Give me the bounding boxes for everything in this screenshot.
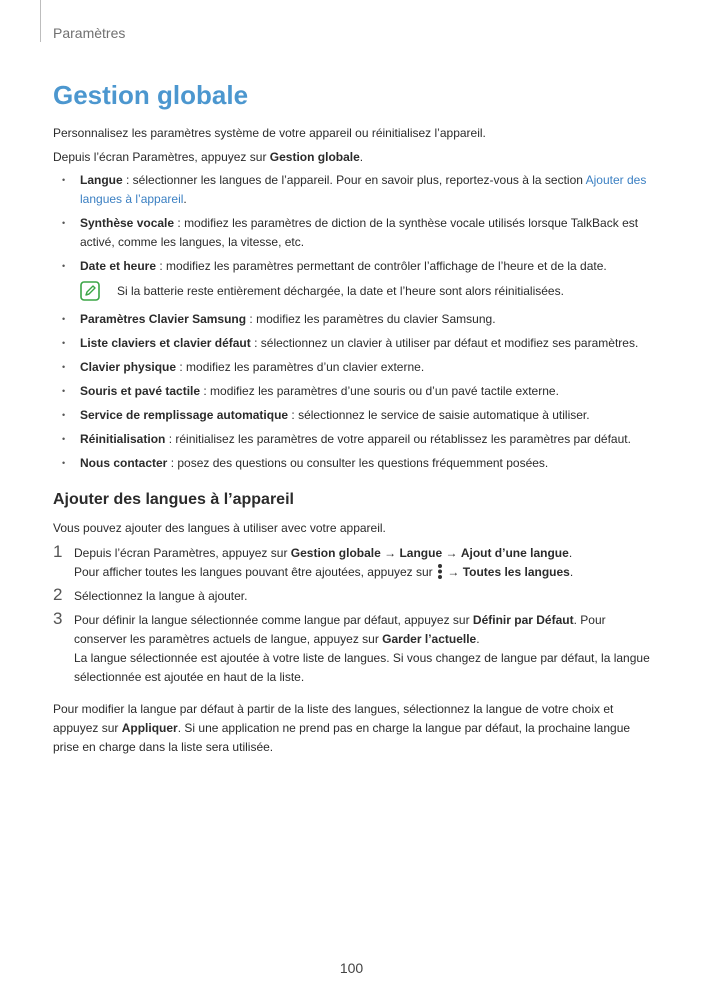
- step-extra: La langue sélectionnée est ajoutée à votre liste de langues. Si vous changez de langue par défaut, la langue sélectionnée est ajoutée en haut de la liste.: [74, 651, 650, 684]
- steps-list: [53, 544, 653, 687]
- step-item: [53, 544, 653, 582]
- step-text: →: [380, 546, 400, 560]
- note-pencil-icon: [80, 281, 100, 301]
- path-bold: Gestion globale: [269, 150, 360, 164]
- item-text: : réinitialisez les paramètres de votre appareil ou rétablissez les paramètres par défaut.: [165, 432, 631, 446]
- item-term: Nous contacter: [80, 456, 168, 470]
- step-item: [53, 587, 653, 606]
- step-bold: Langue: [399, 546, 443, 560]
- path-prefix: Depuis l’écran Paramètres, appuyez sur: [53, 150, 270, 164]
- item-text: : sélectionner les langues de l’appareil. Pour en savoir plus, reportez-vous à la section: [122, 173, 586, 187]
- step-bold: Garder l’actuelle: [382, 632, 477, 646]
- header-section-label: Paramètres: [53, 25, 126, 41]
- list-item: [53, 358, 653, 377]
- step-bold: Toutes les langues: [462, 565, 570, 579]
- intro-paragraph: Personnalisez les paramètres système de votre appareil ou réinitialisez l’appareil.: [53, 126, 486, 140]
- step-bold: Gestion globale: [290, 546, 381, 560]
- page-content: [53, 124, 653, 757]
- list-item: [53, 454, 653, 473]
- step-item: [53, 611, 653, 687]
- section-link[interactable]: Ajouter des langues à l’appareil: [80, 173, 647, 206]
- step-line: [74, 544, 653, 563]
- note-text: Si la batterie reste entièrement déchargée, la date et l’heure sont alors réinitialisées.: [117, 283, 564, 298]
- path-paragraph: [53, 148, 653, 167]
- step-text: Sélectionnez la langue à ajouter.: [74, 589, 248, 603]
- list-item: [53, 310, 653, 329]
- list-item: [53, 430, 653, 449]
- step-number: 3: [53, 609, 63, 628]
- step-text: →: [442, 546, 461, 560]
- list-item: [53, 382, 653, 401]
- step-bold: Ajout d’une langue: [460, 546, 569, 560]
- note-row: [80, 281, 653, 301]
- step-text: Pour définir la langue sélectionnée comme langue par défaut, appuyez sur: [74, 613, 473, 627]
- item-text: : sélectionnez le service de saisie automatique à utiliser.: [288, 408, 590, 422]
- list-item: [53, 334, 653, 353]
- step-number: 2: [53, 585, 63, 604]
- item-term: Langue: [80, 173, 123, 187]
- item-text: : modifiez les paramètres d’un clavier externe.: [176, 360, 425, 374]
- closing-bold: Appliquer: [121, 721, 178, 735]
- item-text: : modifiez les paramètres du clavier Samsung.: [246, 312, 496, 326]
- step-text: →: [444, 565, 463, 579]
- more-options-icon: [436, 563, 444, 580]
- section-intro: Vous pouvez ajouter des langues à utiliser avec votre appareil.: [53, 521, 386, 535]
- step-number: 1: [53, 542, 63, 561]
- list-item: [53, 214, 653, 252]
- item-term: Service de remplissage automatique: [80, 408, 289, 422]
- item-term: Date et heure: [80, 259, 157, 273]
- step-text: .: [476, 632, 480, 646]
- item-text: : sélectionnez un clavier à utiliser par défaut et modifiez ses paramètres.: [250, 336, 639, 350]
- page-title: Gestion globale: [53, 80, 249, 110]
- item-text-after: .: [183, 192, 187, 206]
- note-item: [53, 281, 653, 301]
- item-term: Liste claviers et clavier défaut: [80, 336, 251, 350]
- header-rule: [40, 0, 41, 42]
- step-bold: Définir par Défaut: [472, 613, 574, 627]
- list-item: [53, 406, 653, 425]
- step-text: Depuis l’écran Paramètres, appuyez sur: [74, 546, 291, 560]
- settings-list: [53, 171, 653, 473]
- item-term: Clavier physique: [80, 360, 177, 374]
- list-item: [53, 257, 653, 276]
- step-line: [74, 563, 653, 582]
- step-text: .: [568, 546, 573, 560]
- item-term: Synthèse vocale: [80, 216, 175, 230]
- path-suffix: .: [359, 150, 364, 164]
- item-term: Souris et pavé tactile: [80, 384, 201, 398]
- step-line: [74, 611, 653, 649]
- section-title: Ajouter des langues à l’appareil: [53, 491, 294, 508]
- step-text: . Pour conserver les paramètres actuels de langue, appuyez sur: [74, 613, 606, 646]
- page-number: 100: [339, 960, 364, 976]
- item-text: : modifiez les paramètres permettant de contrôler l’affichage de l’heure et de la date.: [156, 259, 607, 273]
- item-text: : modifiez les paramètres de diction de la synthèse vocale utilisés lorsque TalkBack est activé, comme les langues, la vitesse, etc.: [80, 216, 639, 249]
- item-text: : posez des questions ou consulter les questions fréquemment posées.: [167, 456, 549, 470]
- item-term: Réinitialisation: [80, 432, 166, 446]
- closing-text: Pour modifier la langue par défaut à partir de la liste des langues, sélectionnez la langue de votre choix et appuyez sur: [53, 702, 614, 735]
- closing-text: . Si une application ne prend pas en charge la langue par défaut, la prochaine langue prise en charge dans la liste sera utilisée.: [53, 721, 631, 754]
- closing-paragraph: [53, 700, 653, 757]
- step-text: Pour afficher toutes les langues pouvant être ajoutées, appuyez sur: [74, 565, 437, 579]
- list-item: [53, 171, 653, 209]
- step-text: .: [569, 565, 574, 579]
- item-term: Paramètres Clavier Samsung: [80, 312, 247, 326]
- item-text: : modifiez les paramètres d’une souris ou d’un pavé tactile externe.: [200, 384, 559, 398]
